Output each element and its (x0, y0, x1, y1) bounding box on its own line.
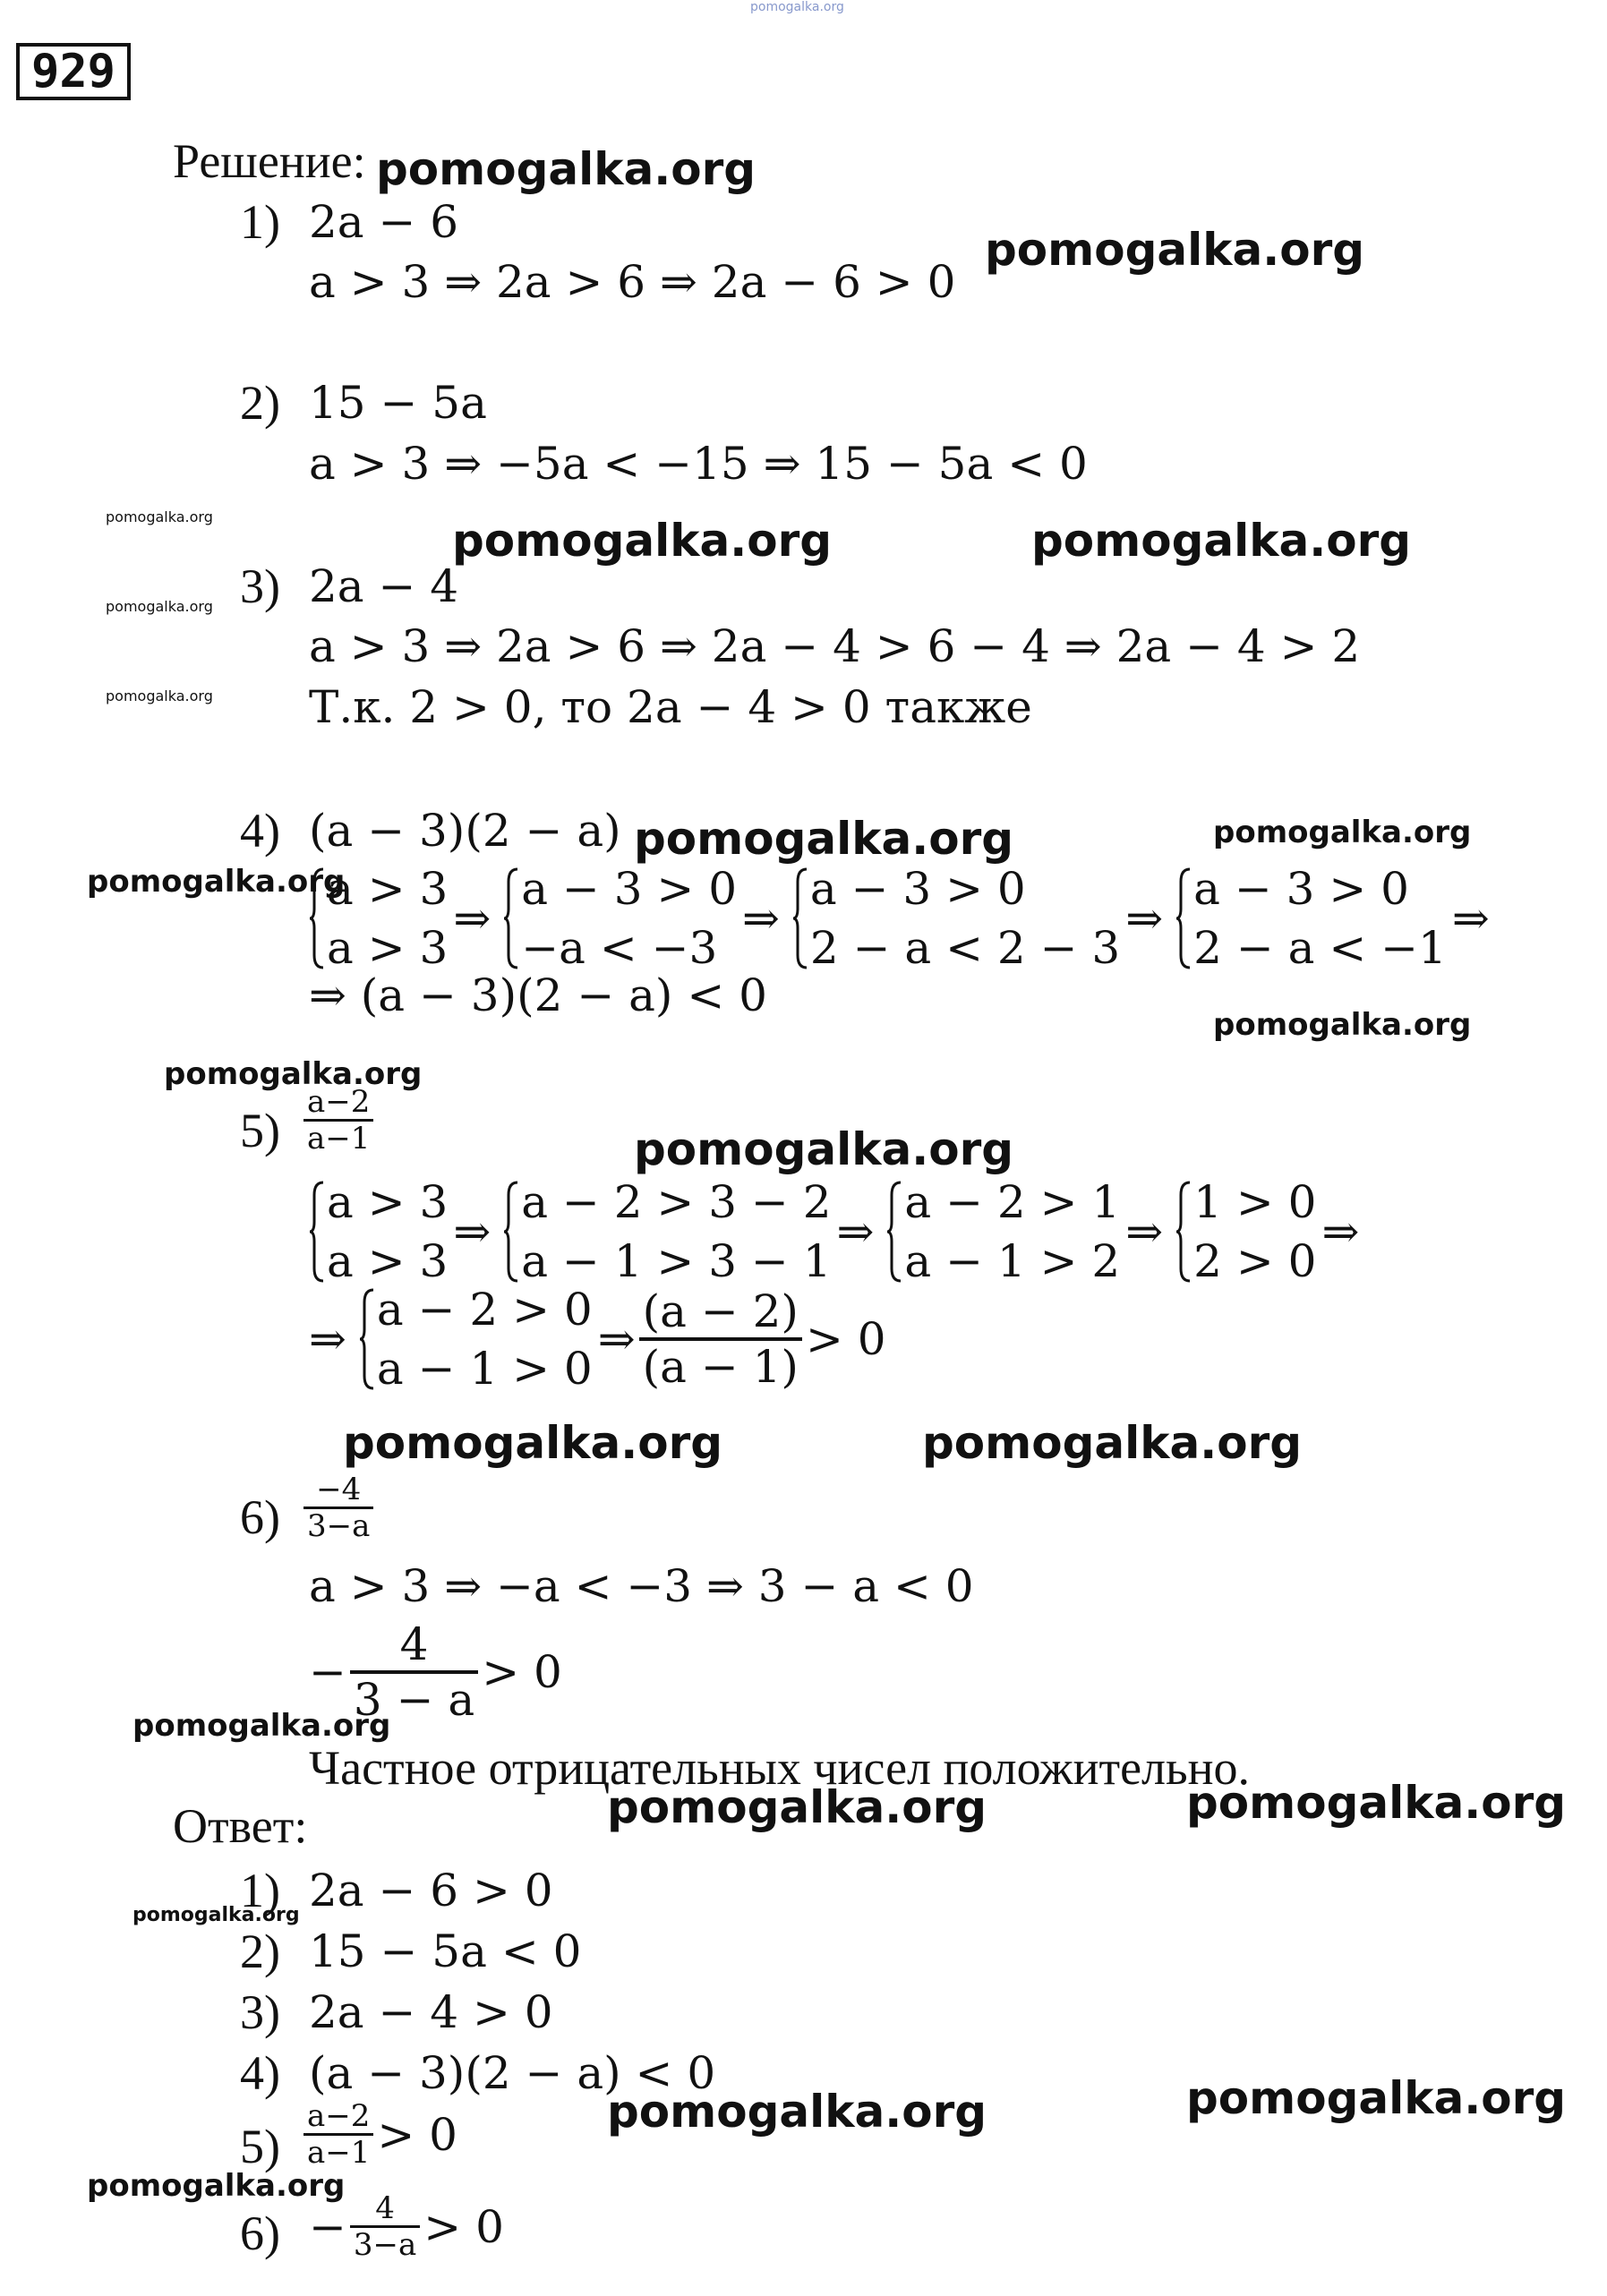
denominator: 3 − a (353, 1674, 475, 1726)
watermark: pomogalka.org (376, 143, 756, 195)
answer-1: 2a − 6 > 0 (309, 1865, 553, 1916)
item-3-derivation: a > 3 ⇒ 2a > 6 ⇒ 2a − 4 > 6 − 4 ⇒ 2a − 4 > 2 (309, 620, 1361, 672)
watermark: pomogalka.org (922, 1417, 1303, 1469)
numerator: −4 (316, 1472, 362, 1507)
system (503, 859, 737, 977)
implies-symbol: ⇒ (597, 1313, 636, 1365)
item-2-number: 2) (240, 376, 280, 430)
left-brace-icon (359, 1286, 377, 1392)
system (359, 1280, 593, 1398)
system (1175, 1173, 1316, 1291)
item-4-system-chain (309, 859, 1490, 977)
watermark: pomogalka.org (1186, 2072, 1567, 2124)
left-brace-icon (886, 1179, 904, 1285)
item-5-conclusion (309, 1280, 886, 1398)
item-4-number: 4) (240, 804, 280, 858)
item-1-derivation: a > 3 ⇒ 2a > 6 ⇒ 2a − 6 > 0 (309, 256, 956, 308)
inequality-tail: > 0 (423, 2200, 504, 2253)
watermark-top: pomogalka.org (750, 0, 844, 14)
system (1175, 859, 1447, 977)
watermark: pomogalka.org (1213, 815, 1472, 850)
left-brace-icon (503, 1179, 521, 1285)
watermark: pomogalka.org (106, 598, 213, 615)
inequality-tail: > 0 (482, 1646, 562, 1698)
item-5-expression (300, 1085, 377, 1156)
item-4-expression: (a − 3)(2 − a) (309, 805, 621, 857)
solution-label: Решение: (173, 134, 366, 188)
watermark: pomogalka.org (607, 1781, 987, 1833)
watermark: pomogalka.org (985, 224, 1365, 276)
fraction (639, 1285, 802, 1393)
minus-sign: − (309, 2200, 346, 2253)
watermark: pomogalka.org (607, 2086, 987, 2138)
problem-number: 929 (16, 43, 131, 100)
system-row: 1 > 0 (1193, 1176, 1317, 1228)
system-row: −a < −3 (521, 922, 718, 974)
implies-symbol: ⇒ (309, 1313, 346, 1365)
item-1-number: 1) (240, 195, 280, 249)
denominator: a−1 (307, 1121, 371, 1157)
denominator: 3−a (353, 2227, 417, 2263)
system-row: a > 3 (327, 1176, 449, 1228)
answer-6 (309, 2191, 504, 2262)
implies-symbol: ⇒ (1125, 1206, 1164, 1258)
item-3-number: 3) (240, 559, 280, 613)
watermark: pomogalka.org (634, 1123, 1014, 1175)
implies-symbol: ⇒ (1321, 1206, 1360, 1258)
system-row: 2 > 0 (1193, 1235, 1317, 1287)
system-row: a − 3 > 0 (521, 863, 738, 915)
left-brace-icon (309, 1179, 327, 1285)
system-row: 2 − a < 2 − 3 (809, 922, 1121, 974)
numerator: a−2 (307, 1084, 371, 1120)
system-row: a − 1 > 0 (376, 1343, 593, 1395)
watermark: pomogalka.org (343, 1417, 723, 1469)
system (309, 1173, 448, 1291)
system-row: a − 2 > 1 (904, 1176, 1121, 1228)
system-row: a > 3 (327, 863, 449, 915)
watermark: pomogalka.org (106, 508, 213, 525)
system-row: a − 3 > 0 (1193, 863, 1409, 915)
watermark: pomogalka.org (164, 1056, 423, 1092)
system-row: a − 2 > 3 − 2 (521, 1176, 832, 1228)
numerator: (a − 2) (642, 1285, 799, 1337)
answer-3: 2a − 4 > 0 (309, 1986, 553, 2038)
item-2-expression: 15 − 5a (309, 377, 487, 429)
system (503, 1173, 831, 1291)
system (886, 1173, 1120, 1291)
watermark: pomogalka.org (1031, 515, 1412, 567)
fraction (303, 1085, 373, 1156)
answer-5-number: 5) (240, 2120, 280, 2173)
system-row: a − 1 > 2 (904, 1235, 1121, 1287)
minus-sign: − (309, 1646, 346, 1698)
item-1-expression: 2a − 6 (309, 196, 459, 248)
system-row: 2 − a < −1 (1193, 922, 1447, 974)
item-6-derivation: a > 3 ⇒ −a < −3 ⇒ 3 − a < 0 (309, 1560, 974, 1612)
denominator: 3−a (307, 1508, 371, 1544)
system-row: a − 1 > 3 − 1 (521, 1235, 832, 1287)
left-brace-icon (1175, 1179, 1193, 1285)
answer-4-number: 4) (240, 2046, 280, 2100)
answer-1-number: 1) (240, 1864, 280, 1917)
left-brace-icon (309, 866, 327, 971)
denominator: a−1 (307, 2135, 371, 2171)
system (309, 859, 448, 977)
watermark: pomogalka.org (452, 515, 833, 567)
watermark: pomogalka.org (634, 813, 1014, 865)
implies-symbol: ⇒ (836, 1206, 875, 1258)
implies-symbol: ⇒ (453, 892, 492, 944)
system (792, 859, 1120, 977)
watermark: pomogalka.org (87, 2168, 346, 2204)
fraction (303, 2099, 373, 2170)
watermark: pomogalka.org (132, 1708, 391, 1744)
watermark: pomogalka.org (87, 864, 346, 900)
inequality-tail: > 0 (805, 1313, 886, 1365)
system-row: a − 2 > 0 (376, 1284, 593, 1336)
answer-2: 15 − 5a < 0 (309, 1925, 582, 1977)
denominator: (a − 1) (642, 1341, 799, 1393)
item-5-system-chain (309, 1173, 1359, 1291)
item-6-number: 6) (240, 1490, 280, 1544)
numerator: 4 (399, 1618, 429, 1670)
left-brace-icon (1175, 866, 1193, 971)
implies-symbol: ⇒ (1125, 892, 1164, 944)
answer-3-number: 3) (240, 1985, 280, 2039)
fraction (303, 1472, 373, 1543)
item-3-conclusion: Т.к. 2 > 0, то 2a − 4 > 0 также (309, 681, 1032, 733)
answer-5 (300, 2099, 457, 2170)
answer-2-number: 2) (240, 1925, 280, 1978)
implies-symbol: ⇒ (453, 1206, 492, 1258)
watermark: pomogalka.org (1186, 1777, 1567, 1829)
implies-symbol: ⇒ (1451, 892, 1490, 944)
left-brace-icon (792, 866, 810, 971)
item-4-conclusion: ⇒ (a − 3)(2 − a) < 0 (309, 969, 767, 1021)
answer-4: (a − 3)(2 − a) < 0 (309, 2047, 716, 2099)
system-row: a > 3 (327, 922, 449, 974)
item-6-expression (300, 1472, 377, 1543)
answer-label: Ответ: (173, 1799, 308, 1853)
item-6-note: Частное отрицательных чисел положительно. (309, 1741, 1251, 1795)
numerator: a−2 (307, 2098, 371, 2134)
fraction (350, 2191, 420, 2262)
left-brace-icon (503, 866, 521, 971)
watermark: pomogalka.org (1213, 1007, 1472, 1043)
numerator: 4 (375, 2190, 395, 2226)
answer-6-number: 6) (240, 2206, 280, 2260)
inequality-tail: > 0 (377, 2108, 457, 2161)
watermark: pomogalka.org (106, 687, 213, 704)
item-2-derivation: a > 3 ⇒ −5a < −15 ⇒ 15 − 5a < 0 (309, 438, 1088, 490)
item-5-number: 5) (240, 1104, 280, 1157)
watermark: pomogalka.org (132, 1904, 300, 1926)
item-3-expression: 2a − 4 (309, 560, 459, 612)
system-row: a > 3 (327, 1235, 449, 1287)
system-row: a − 3 > 0 (809, 863, 1026, 915)
implies-symbol: ⇒ (742, 892, 780, 944)
